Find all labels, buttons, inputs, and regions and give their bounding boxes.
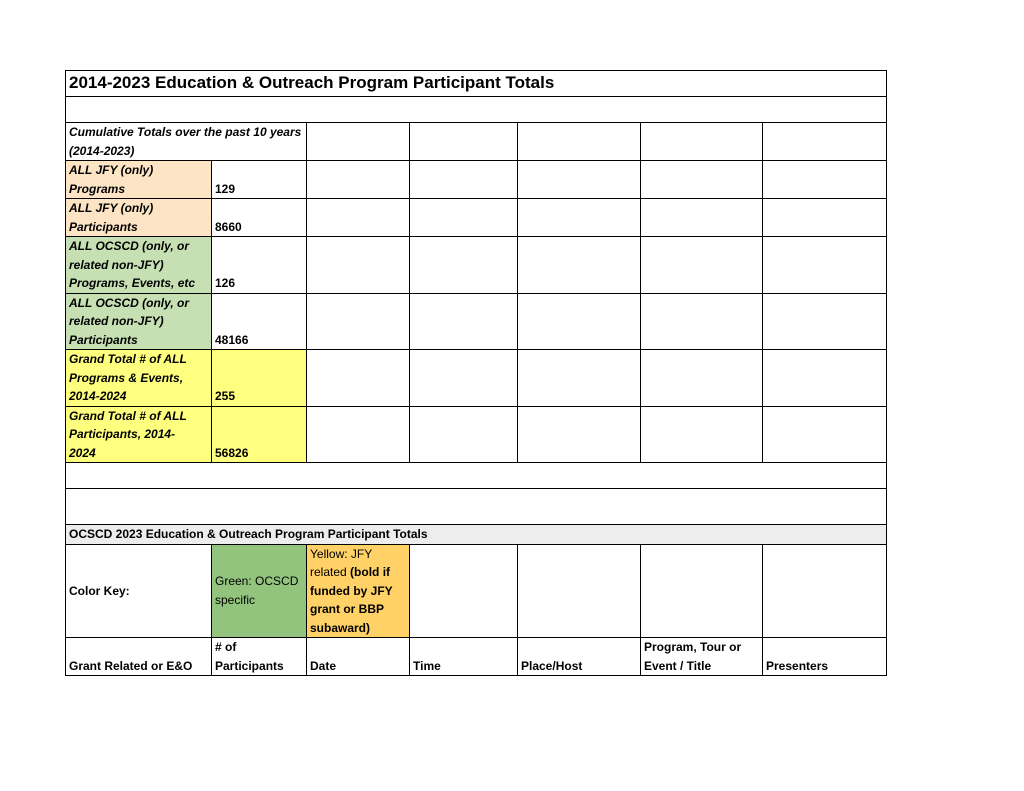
spreadsheet	[65, 70, 886, 676]
total-value-ocscd-participants: 48166	[212, 293, 307, 350]
column-header-time: Time	[410, 638, 518, 676]
total-value-jfy-participants: 8660	[212, 199, 307, 237]
total-label-ocscd-programs: ALL OCSCD (only, or related non-JFY) Programs, Events, etc	[66, 237, 212, 294]
total-value-jfy-programs: 129	[212, 161, 307, 199]
totals-table	[65, 70, 887, 676]
empty-row	[66, 97, 887, 123]
total-label-jfy-programs: ALL JFY (only) Programs	[66, 161, 212, 199]
column-header-program: Program, Tour or Event / Title	[641, 638, 763, 676]
color-key-yellow: Yellow: JFY related (bold if funded by JFY grant or BBP subaward)	[307, 544, 410, 638]
cumulative-header: Cumulative Totals over the past 10 years (2014-2023)	[66, 123, 307, 161]
sheet-title: 2014-2023 Education & Outreach Program Participant Totals	[66, 71, 887, 97]
column-header-date: Date	[307, 638, 410, 676]
empty-row	[66, 489, 887, 525]
total-value-ocscd-programs: 126	[212, 237, 307, 294]
total-label-ocscd-participants: ALL OCSCD (only, or related non-JFY) Participants	[66, 293, 212, 350]
section-title: OCSCD 2023 Education & Outreach Program Participant Totals	[66, 525, 887, 545]
column-header-presenters: Presenters	[763, 638, 887, 676]
total-label-jfy-participants: ALL JFY (only) Participants	[66, 199, 212, 237]
total-value-grand-programs: 255	[212, 350, 307, 407]
color-key-label: Color Key:	[66, 544, 212, 638]
total-label-grand-programs: Grand Total # of ALL Programs & Events, 2014-2024	[66, 350, 212, 407]
column-header-participants: # of Participants	[212, 638, 307, 676]
color-key-green: Green: OCSCD specific	[212, 544, 307, 638]
total-value-grand-participants: 56826	[212, 406, 307, 463]
column-header-grant: Grant Related or E&O	[66, 638, 212, 676]
empty-row	[66, 463, 887, 489]
total-label-grand-participants: Grand Total # of ALL Participants, 2014- 2024	[66, 406, 212, 463]
column-header-place: Place/Host	[518, 638, 641, 676]
